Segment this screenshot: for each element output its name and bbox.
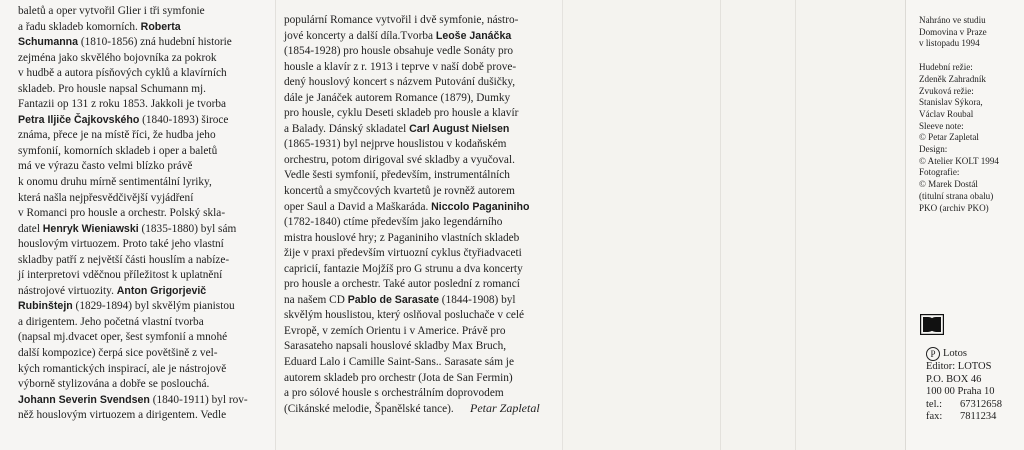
text-line: (1854-1928) pro housle obsahuje vedle Sonáty pro [284, 45, 514, 58]
text-line: a řadu skladeb komorních. Roberta [18, 20, 181, 33]
text-line: orchestru, potom dirigoval své skladby a vyučoval. [284, 153, 515, 166]
credit-line: © Petar Zapletal [919, 132, 979, 143]
composer-name: Roberta [140, 20, 181, 33]
composer-name: Schumanna [18, 36, 79, 49]
text-line: žije v praxi především virtuozní cyklus čtyřiadvaceti [284, 247, 522, 260]
text-line: oper Saul a David a Maškaráda. Niccolo Paganiniho [284, 200, 530, 213]
text-line: baletů a oper vytvořil Glier i tři symfonie [18, 5, 205, 17]
text-line: výborně stylizována a dobře se poslouchá. [18, 378, 210, 391]
recording-info: Nahráno ve studiu [919, 15, 986, 25]
text-line: housle a klavír z r. 1913 i teprve v naší době prove- [284, 60, 517, 73]
credit-line: Zvuková režie: [919, 85, 974, 96]
credit-line: Design: [919, 144, 948, 155]
text-line: skvělým houslistou, který oslňoval posluchače v celé [284, 309, 525, 322]
fold-line [720, 0, 721, 450]
text-line: Schumanna (1810-1856) zná hudební historie [18, 36, 232, 49]
text-line: kých romantických inspirací, ale je nástrojově [18, 362, 227, 375]
publisher-line: Editor: LOTOS [926, 361, 992, 372]
text-line: Vedle šesti symfonií, především, instrumentálních [284, 169, 510, 182]
text-column-1 [18, 4, 264, 424]
text-line: něž houslovým virtuozem a dirigentem. Vedle [18, 409, 227, 422]
composer-name: Johann Severin Svendsen [18, 393, 150, 406]
blank-panel [562, 0, 905, 450]
text-line: která našla nejpřesvědčivější vyjádření [18, 191, 194, 204]
recording-info: Domovina v Praze [919, 26, 987, 37]
text-line: jí interpretovi vděčnou příležitost k uplatnění [18, 269, 223, 282]
text-line: autorem skladeb pro orchestr (Jota de San Fermin) [284, 371, 513, 384]
digital-audio-logo-icon [920, 314, 944, 335]
text-line: Rubinštejn (1829-1894) byl skvělým pianistou [18, 300, 235, 313]
credit-line: (titulní strana obalu) [919, 190, 994, 201]
recording-info: v listopadu 1994 [919, 38, 980, 49]
author-signature: Petar Zapletal [470, 401, 540, 415]
composer-name: Rubinštejn [18, 300, 73, 313]
text-line: pro housle, cyklu Deseti skladeb pro housle a klavír [284, 107, 519, 120]
text-line: Petra Iljiče Čajkovského (1840-1893) široce [18, 113, 229, 126]
tel-line: tel.: 67312658 [926, 398, 1002, 410]
text-column-2 [284, 13, 555, 417]
composer-name: Anton Grigorjevič [116, 284, 207, 297]
credit-line: Fotografie: [919, 167, 960, 178]
text-line: (1782-1840) ctíme především jako legendárního [284, 216, 503, 229]
text-line: a dirigentem. Jeho početná vlastní tvorba [18, 315, 204, 328]
text-line: má ve výrazu často velmi blízko právě [18, 160, 193, 173]
composer-name: Petra Iljiče Čajkovského [18, 113, 140, 126]
text-line: symfonií, komorních skladeb i oper a baletů [18, 144, 218, 157]
credit-line: Stanislav Sýkora, [919, 97, 983, 108]
text-line: v hudbě a autora písňových cyklů a klavírních [18, 67, 227, 80]
text-line: (Cikánské melodie, Španělské tance). [284, 402, 454, 415]
composer-name: Niccolo Paganiniho [431, 200, 530, 213]
credit-line: Hudební režie: [919, 62, 973, 73]
fax-line: fax: 7811234 [926, 411, 997, 423]
text-line: v Romanci pro housle a orchestr. Polský skla- [18, 207, 226, 220]
text-line: na našem CD Pablo de Sarasate (1844-1908) byl [284, 293, 516, 306]
credit-line: Václav Roubal [919, 108, 974, 119]
text-line: a Balady. Dánský skladatel Carl August Nielsen [284, 122, 510, 135]
publisher-line: 100 00 Praha 10 [926, 386, 995, 398]
text-line: Johann Severin Svendsen (1840-1911) byl rov- [18, 393, 248, 406]
text-line: pro housle a orchestr. Také autor poslední z romancí [284, 278, 520, 291]
text-line: dále je Janáček autorem Romance (1879), Dumky [284, 91, 511, 104]
text-line: houslovým virtuozem. Proto také jeho vlastní [18, 238, 224, 251]
text-line: jové koncerty a další díla.Tvorba Leoše Janáčka [284, 29, 512, 42]
credits-block [919, 15, 1021, 214]
credit-line: Sleeve note: [919, 120, 964, 131]
publisher-block [926, 347, 1024, 424]
text-line: datel Henryk Wieniawski (1835-1880) byl sám [18, 222, 237, 235]
text-line: Evropě, v zemích Orientu i v Americe. Právě pro [284, 324, 506, 337]
credit-line: PKO (archiv PKO) [919, 202, 989, 213]
text-line: mistra houslové hry; z Paganiniho vlastních skladeb [284, 231, 520, 244]
text-line: koncertů a smyčcových kvartetů je rovněž autorem [284, 185, 515, 198]
fold-line [795, 0, 796, 450]
credit-line: Zdeněk Zahradník [919, 73, 986, 84]
credit-line: © Marek Dostál [919, 179, 978, 190]
text-line: skladby patří z největší části houslím a nabíze- [18, 253, 230, 266]
label-line: P Lotos [926, 347, 1024, 361]
composer-name: Henryk Wieniawski [42, 222, 139, 235]
text-line: capricií, fantazie Mojžíš pro G strunu a dva koncerty [284, 262, 523, 275]
phonogram-icon: P [926, 347, 940, 361]
text-line: populární Romance vytvořil i dvě symfonie, nástro- [284, 14, 519, 26]
credit-line: © Atelier KOLT 1994 [919, 155, 999, 166]
text-line: k onomu druhu mírně sentimentální lyriky, [18, 176, 212, 189]
text-line: a pro sólové housle s orchestrálním doprovodem [284, 387, 504, 400]
text-line: Fantazii op 131 z roku 1853. Jakkoli je tvorba [18, 98, 227, 111]
text-line: Eduard Lalo i Camille Saint-Sans.. Sarasate sám je [284, 356, 514, 369]
text-line: zejména jako skvělého bojovníka za pokrok [18, 51, 217, 64]
text-line: (napsal mj.dvacet oper, šest symfonií a mnohé [18, 331, 228, 344]
text-line: (1865-1931) byl nejprve houslistou v kodaňském [284, 138, 507, 151]
publisher-line: P.O. BOX 46 [926, 373, 982, 385]
text-line: dený houslový koncert s názvem Putování dušičky, [284, 76, 516, 89]
composer-name: Leoše Janáčka [435, 29, 512, 42]
text-line: další kompozice) čerpá sice povětšině z vel- [18, 347, 218, 360]
composer-name: Pablo de Sarasate [347, 293, 439, 306]
text-line: Sarasateho napsali houslové skladby Max Bruch, [284, 340, 507, 353]
text-line: známa, přece je na místě říci, že hudba jeho [18, 129, 216, 142]
composer-name: Carl August Nielsen [409, 122, 510, 135]
text-line: skladeb. Pro housle napsal Schumann mj. [18, 82, 206, 95]
text-line: nástrojové virtuozity. Anton Grigorjevič [18, 284, 207, 297]
